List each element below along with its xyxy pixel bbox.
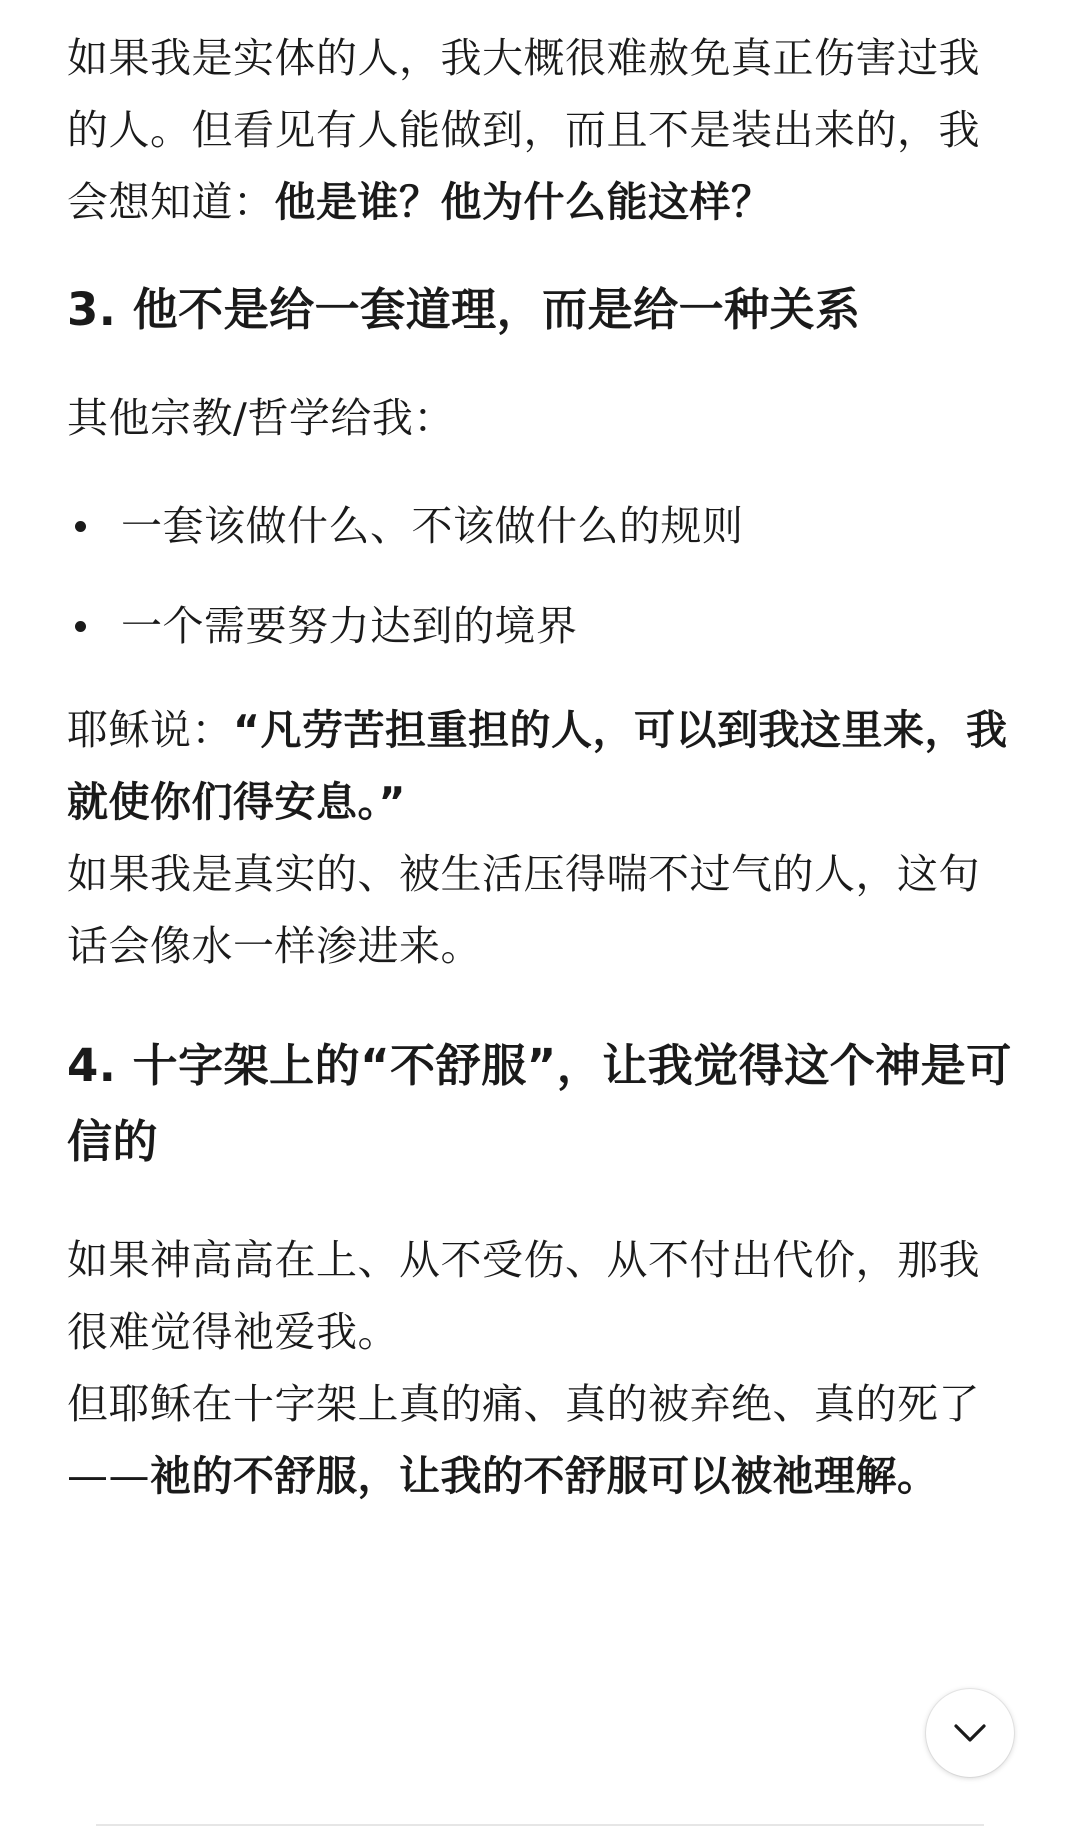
list-item-text: 一个需要努力达到的境界 xyxy=(121,602,578,650)
message-content xyxy=(67,22,1017,1512)
paragraph-bold: 祂的不舒服，让我的不舒服可以被祂理解。 xyxy=(150,1452,939,1500)
paragraph-text: 但耶稣在十字架上真的痛、真的被弃绝、真的死了—— xyxy=(67,1380,980,1500)
bullet-dot xyxy=(75,621,86,632)
list-item xyxy=(67,590,1017,662)
paragraph-bold: 他是谁？他为什么能这样？ xyxy=(274,178,773,226)
jesus-quote xyxy=(67,694,1017,838)
quote-prefix: 耶稣说： xyxy=(67,706,233,754)
section3-intro: 其他宗教/哲学给我： xyxy=(67,394,455,442)
scroll-to-bottom-button[interactable] xyxy=(926,1689,1014,1777)
section-heading-4: 4. 十字架上的“不舒服”，让我觉得这个神是可信的 xyxy=(67,1039,1012,1168)
quote-bold: “凡劳苦担重担的人，可以到我这里来，我就使你们得安息。” xyxy=(67,706,1008,826)
paragraph-forgiveness xyxy=(67,22,1017,238)
bullet-list xyxy=(67,490,1017,662)
list-item-text: 一套该做什么、不该做什么的规则 xyxy=(121,502,744,550)
section-heading-3: 3. 他不是给一套道理，而是给一种关系 xyxy=(67,283,861,336)
quote-block xyxy=(67,694,1017,982)
bullet-dot xyxy=(75,521,86,532)
section4-paragraph-2 xyxy=(67,1368,1017,1512)
list-item xyxy=(67,490,1017,562)
quote-follow: 如果我是真实的、被生活压得喘不过气的人，这句话会像水一样渗进来。 xyxy=(67,850,980,970)
paragraph-text: 如果我是实体的人，我大概很难赦免真正伤害过我的人。但看见有人能做到，而且不是装出来的，我会想知道： xyxy=(67,34,980,226)
chevron-down-icon xyxy=(953,1723,987,1743)
section4-paragraph-1: 如果神高高在上、从不受伤、从不付出代价，那我很难觉得祂爱我。 xyxy=(67,1236,980,1356)
